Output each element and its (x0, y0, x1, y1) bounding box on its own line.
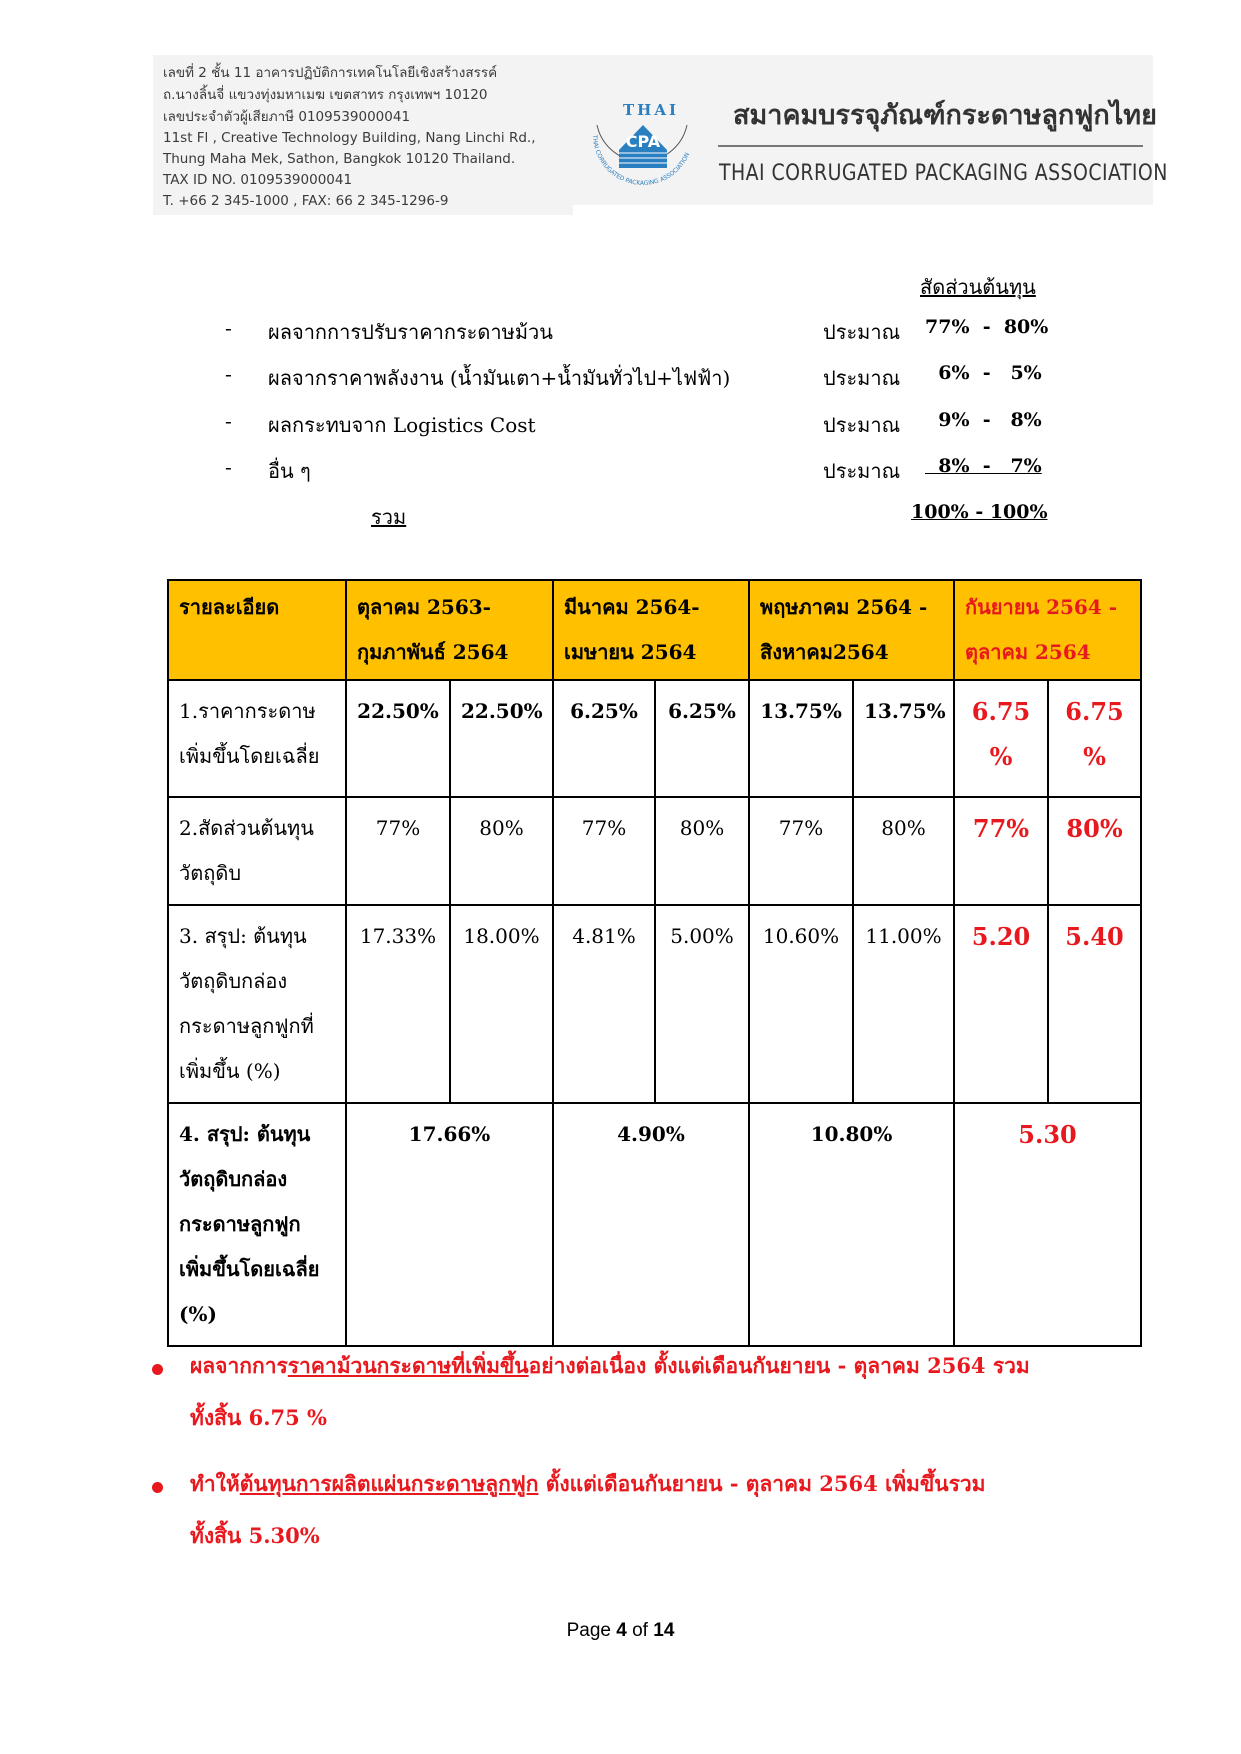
total-label: รวม (371, 505, 407, 529)
table-cell-highlight: 6.75 % (954, 680, 1048, 797)
row-label: 3. สรุป: ต้นทุน วัตถุดิบกล่อง กระดาษลูกฟูกที่ เพิ่มขึ้น (%) (168, 905, 346, 1103)
table-row (168, 680, 1141, 797)
association-logo (583, 95, 703, 195)
cost-item-approx: ประมาณ (823, 413, 901, 437)
letterhead (153, 55, 1168, 215)
cost-increase-table (167, 579, 1142, 1347)
address-block (153, 55, 573, 215)
list-dash: - (225, 455, 232, 479)
logo-top-text: THAI (623, 101, 679, 119)
table-header-row (168, 580, 1141, 680)
table-cell-merged: 10.80% (749, 1103, 954, 1346)
association-name-english: THAI CORRUGATED PACKAGING ASSOCIATION (719, 161, 1168, 186)
page-word: Page (566, 1620, 611, 1641)
list-dash: - (225, 409, 232, 433)
header-cell-period-1: ตุลาคม 2563- กุมภาพันธ์ 2564 (346, 580, 553, 680)
table-cell: 77% (346, 797, 450, 905)
page-number: 4 (616, 1620, 627, 1641)
total-value: 100% - 100% (911, 501, 1048, 523)
table-cell: 10.60% (749, 905, 853, 1103)
bullet-line: ผลจากการราคาม้วนกระดาษที่เพิ่มขึ้นอย่างต่อเนื่อง ตั้งแต่เดือนกันยายน - ตุลาคม 2564 รวม (190, 1353, 1030, 1378)
address-line: ถ.นางลิ้นจี่ แขวงทุ่งมหาเมฆ เขตสาทร กรุงเทพฯ 10120 (163, 87, 488, 103)
table-cell-merged: 17.66% (346, 1103, 553, 1346)
row-label: 1.ราคากระดาษ เพิ่มขึ้นโดยเฉลี่ย (168, 680, 346, 797)
table-cell: 77% (749, 797, 853, 905)
table-cell-highlight: 5.20 (954, 905, 1048, 1103)
table-cell: 80% (450, 797, 553, 905)
header-cell-detail: รายละเอียด (168, 580, 346, 680)
table-cell: 22.50% (346, 680, 450, 797)
table-row (168, 797, 1141, 905)
cost-item-label: ผลจากราคาพลังงาน (น้ำมันเตา+น้ำมันทั่วไป+ไฟฟ้า) (268, 366, 731, 390)
cost-item-range: 77% - 80% (925, 316, 1049, 338)
table-cell: 11.00% (853, 905, 954, 1103)
table-cell: 80% (853, 797, 954, 905)
cost-item (0, 362, 1241, 392)
table-row (168, 905, 1141, 1103)
cost-item-range: 6% - 5% (925, 362, 1042, 384)
bullet-dot-icon (152, 1482, 163, 1493)
page-footer (0, 1620, 1241, 1642)
table-cell: 17.33% (346, 905, 450, 1103)
table-cell: 77% (553, 797, 655, 905)
cost-item-approx: ประมาณ (823, 366, 901, 390)
cost-item-label: อื่น ๆ (268, 459, 311, 483)
table-cell-highlight: 6.75 % (1048, 680, 1141, 797)
header-divider (718, 145, 1143, 147)
table-cell-highlight-merged: 5.30 (954, 1103, 1141, 1346)
table-cell: 6.25% (655, 680, 749, 797)
address-line: Thung Maha Mek, Sathon, Bangkok 10120 Thailand. (163, 151, 516, 167)
table-cell: 13.75% (749, 680, 853, 797)
cost-item-label: ผลกระทบจาก Logistics Cost (268, 413, 536, 437)
page-total: 14 (653, 1620, 675, 1641)
table-cell: 22.50% (450, 680, 553, 797)
logo-center-text: CPA (625, 132, 661, 151)
cost-item-range: 8% - 7% (925, 455, 1042, 477)
cost-ratio-heading: สัดส่วนต้นทุน (920, 275, 1036, 299)
address-line: เลขที่ 2 ชั้น 11 อาคารปฏิบัติการเทคโนโลยีเชิงสร้างสรรค์ (163, 65, 498, 81)
header-cell-period-4: กันยายน 2564 - ตุลาคม 2564 (954, 580, 1141, 680)
table-cell: 80% (655, 797, 749, 905)
cost-item-approx: ประมาณ (823, 320, 901, 344)
table-row (168, 1103, 1141, 1346)
table-cell: 13.75% (853, 680, 954, 797)
row-label: 2.สัดส่วนต้นทุน วัตถุดิบ (168, 797, 346, 905)
bullet-line: ทั้งสิ้น 6.75 % (190, 1405, 327, 1430)
cost-item (0, 455, 1241, 485)
cost-item-label: ผลจากการปรับราคากระดาษม้วน (268, 320, 553, 344)
bullet-line: ทั้งสิ้น 5.30% (190, 1523, 320, 1548)
address-line: TAX ID NO. 0109539000041 (163, 172, 353, 188)
association-banner (573, 55, 1168, 205)
header-cell-period-3: พฤษภาคม 2564 - สิงหาคม2564 (749, 580, 954, 680)
address-line: เลขประจำตัวผู้เสียภาษี 0109539000041 (163, 109, 411, 125)
logo-arc-text: THAI CORRUGATED PACKAGING ASSOCIATION (590, 134, 692, 188)
association-name-thai: สมาคมบรรจุภัณฑ์กระดาษลูกฟูกไทย (733, 100, 1157, 131)
bullet-line: ทำให้ต้นทุนการผลิตแผ่นกระดาษลูกฟูก ตั้งแต่เดือนกันยายน - ตุลาคม 2564 เพิ่มขึ้นรวม (190, 1471, 986, 1496)
address-line: 11st Fl , Creative Technology Building, Nang Linchi Rd., (163, 130, 536, 146)
table-cell: 5.00% (655, 905, 749, 1103)
table-cell: 6.25% (553, 680, 655, 797)
of-word: of (632, 1620, 648, 1641)
list-dash: - (225, 316, 232, 340)
table-cell: 4.81% (553, 905, 655, 1103)
cost-item-range: 9% - 8% (925, 409, 1042, 431)
cost-item (0, 409, 1241, 439)
cost-item-approx: ประมาณ (823, 459, 901, 483)
table-cell-highlight: 5.40 (1048, 905, 1141, 1103)
list-dash: - (225, 362, 232, 386)
address-line: T. +66 2 345-1000 , FAX: 66 2 345-1296-9 (163, 193, 449, 209)
table-cell-merged: 4.90% (553, 1103, 749, 1346)
header-cell-period-2: มีนาคม 2564- เมษายน 2564 (553, 580, 749, 680)
table-cell-highlight: 77% (954, 797, 1048, 905)
table-cell-highlight: 80% (1048, 797, 1141, 905)
table-cell: 18.00% (450, 905, 553, 1103)
bullet-dot-icon (152, 1364, 163, 1375)
cost-item (0, 316, 1241, 346)
row-label: 4. สรุป: ต้นทุน วัตถุดิบกล่อง กระดาษลูกฟูก เพิ่มขึ้นโดยเฉลี่ย (%) (168, 1103, 346, 1346)
